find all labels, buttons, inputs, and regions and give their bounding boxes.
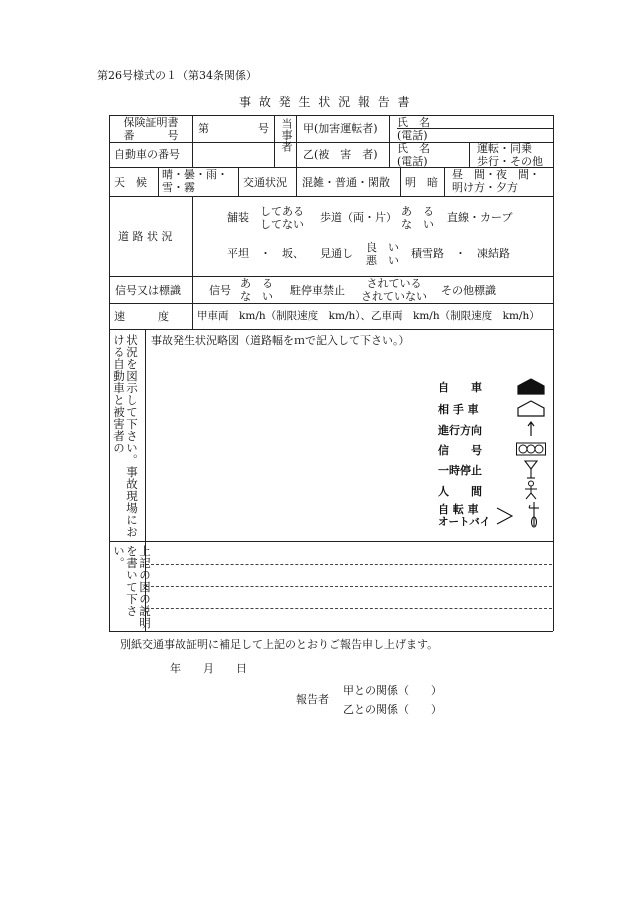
legend-label-motorcycle: オートバイ [438, 516, 491, 528]
snow-options: 積雪路 ・ 凍結路 [411, 247, 510, 260]
legend-label-stop: 一時停止 [438, 464, 482, 477]
diagram-drawing-area[interactable] [148, 350, 428, 538]
visibility-bad: 悪 い [366, 254, 399, 267]
visibility-good: 良 い [366, 241, 399, 254]
traffic-signal-icon [516, 439, 546, 459]
legend-label-direction: 進行方向 [438, 424, 482, 437]
vehicle-number-label: 自動車の番号 [114, 148, 180, 161]
diagram-side-label: 状況を図示して下さい。事故現場における自動車と被害者の [112, 334, 139, 538]
party-a-label: 甲(加害運転者) [303, 122, 378, 135]
role-option-1: 運転・同乗 [477, 142, 532, 155]
page-title: 事 故 発 生 状 況 報 告 書 [239, 95, 412, 109]
light-options-2: 明け方・夕方 [452, 181, 518, 194]
light-options-1: 昼 間・夜 間・ [452, 168, 540, 181]
report-date: 年 月 日 [170, 662, 247, 675]
visibility-label: 見通し [320, 247, 353, 260]
pavement-label: 舗装 [227, 211, 249, 224]
party-a-name-field[interactable] [445, 116, 551, 128]
no-parking-done: されている [366, 277, 422, 290]
outline-car-icon [516, 398, 546, 418]
legend-label-person: 人 間 [438, 485, 482, 498]
explanation-line-1[interactable] [146, 564, 552, 565]
road-shape-options: 直線・カーブ [447, 211, 513, 224]
reporter-label: 報告者 [296, 693, 329, 706]
legend-label-bicycle: 自 転 車 [438, 503, 479, 516]
weather-options-1: 晴・曇・雨・ [162, 168, 228, 181]
party-b-label: 乙(被 害 者) [303, 148, 378, 161]
vehicle-number-field[interactable] [194, 144, 272, 166]
party-b-name-label: 氏 名 [397, 142, 430, 155]
speed-label: 速 度 [114, 310, 169, 323]
speed-values: 甲車両 km/h（制限速度 km/h）、乙車両 km/h（制限速度 km/h） [197, 310, 540, 322]
diagram-title: 事故発生状況略図（道路幅をｍで記入して下さい。） [151, 334, 410, 347]
insurance-cert-number-label: 番 号 [123, 129, 179, 142]
party-a-name-label: 氏 名 [397, 116, 430, 129]
insurance-cert-label: 保険証明書 [123, 116, 179, 129]
other-sign-label: その他標識 [441, 284, 496, 297]
party-a-phone-label: (電話) [397, 129, 428, 142]
traffic-options: 混雑・普通・閑散 [302, 176, 390, 189]
stop-sign-icon [516, 459, 546, 479]
filled-car-icon [516, 376, 546, 396]
sidewalk-label: 歩道（両・片） [320, 211, 397, 224]
no-parking-not-done: されていない [361, 290, 427, 303]
no-parking-label: 駐停車禁止 [290, 284, 345, 297]
form-number: 第26号様式の１（第34条関係） [97, 69, 257, 82]
weather-label: 天 候 [114, 176, 147, 189]
paved-option-1: してある [260, 205, 304, 218]
person-icon [516, 480, 546, 500]
signal-label: 信号又は標識 [115, 284, 181, 297]
explanation-line-3[interactable] [146, 608, 552, 609]
legend-label-own-car: 自 車 [438, 381, 482, 394]
light-label: 明 暗 [405, 176, 438, 189]
signal-exists-1: あ る [240, 277, 273, 290]
sidewalk-exists-2: な い [401, 218, 434, 231]
sidewalk-exists-1: あ る [401, 205, 434, 218]
role-option-2: 歩行・その他 [477, 155, 543, 168]
explanation-line-2[interactable] [146, 586, 552, 587]
signal-exists-2: な い [240, 290, 273, 303]
arrow-up-icon [516, 419, 546, 439]
cert-no-prefix: 第 [198, 122, 209, 135]
legend-label-other-car: 相 手 車 [438, 403, 479, 416]
relation-to-a: 甲との関係（ ） [343, 684, 442, 697]
signal-text: 信号 [209, 284, 231, 297]
motorcycle-icon [496, 506, 514, 526]
relation-to-b: 乙との関係（ ） [343, 703, 442, 716]
cert-no-suffix: 号 [258, 122, 269, 135]
slope-options: 平坦 ・ 坂、 [227, 247, 304, 260]
weather-options-2: 雪・霧 [162, 181, 195, 194]
traffic-label: 交通状況 [243, 176, 287, 189]
bicycle-icon [522, 500, 546, 528]
party-a-phone-field[interactable] [437, 129, 551, 141]
road-condition-label: 道 路 状 況 [118, 230, 173, 243]
paved-option-2: してない [260, 218, 304, 231]
party-b-phone-label: (電話) [397, 155, 428, 168]
legend-label-signal: 信 号 [438, 444, 482, 457]
explanation-side-label: 上記の図の説明を書いて下さい。 [112, 545, 152, 629]
party-label: 当事者 [280, 118, 293, 153]
footer-statement: 別紙交通事故証明に補足して上記のとおりご報告申し上げます。 [120, 638, 439, 651]
